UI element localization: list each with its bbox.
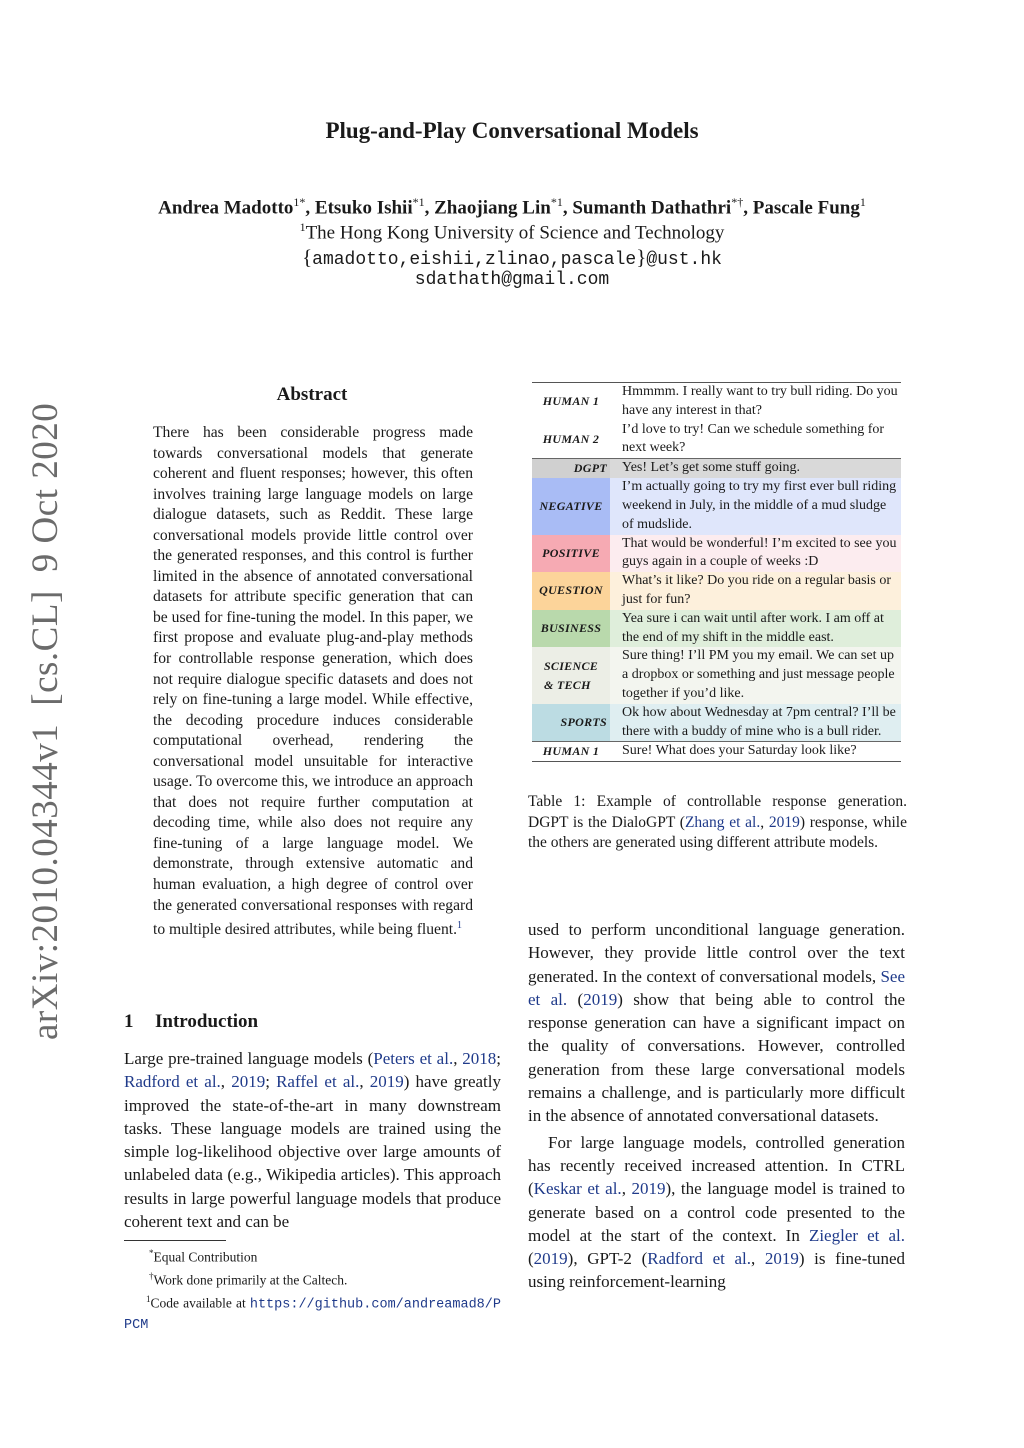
citation-link[interactable]: 2019 bbox=[231, 1072, 266, 1092]
example-table bbox=[532, 382, 901, 762]
text-run: For large language models, controlled generation has recently received increased attention. In CTRL ( bbox=[528, 1132, 905, 1199]
footnote bbox=[124, 1290, 501, 1336]
right-column-body bbox=[528, 918, 905, 1294]
table-row bbox=[532, 478, 901, 534]
author-mark: 1 bbox=[859, 195, 866, 209]
row-label: HUMAN 2 bbox=[542, 431, 600, 446]
email-group: amadotto,eishii,zlinao,pascale bbox=[312, 250, 637, 270]
arxiv-date: 9 Oct 2020 bbox=[25, 402, 66, 573]
citation-link[interactable]: Peters et al. bbox=[373, 1049, 454, 1068]
text-run: , bbox=[760, 813, 769, 831]
footnote bbox=[124, 1244, 501, 1267]
footnotes bbox=[124, 1244, 501, 1336]
citation-link[interactable]: 2019 bbox=[764, 1249, 799, 1269]
text-run: , bbox=[220, 1072, 232, 1092]
affiliation bbox=[0, 220, 1024, 244]
email-brace-open: { bbox=[302, 245, 313, 269]
citation-link[interactable]: 2019 bbox=[768, 813, 800, 831]
row-response-text: Sure thing! I’ll PM you my email. We can set up a dropbox or something and just message people together if you’d like. bbox=[622, 648, 895, 701]
footnote-text: Equal Contribution bbox=[153, 1249, 258, 1265]
author-mark: *† bbox=[731, 195, 744, 209]
footnote-text: Code available at bbox=[150, 1295, 246, 1311]
row-response-text: What’s it like? Do you ride on a regular basis or just for fun? bbox=[622, 573, 892, 607]
affiliation-name: The Hong Kong University of Science and Technology bbox=[305, 222, 725, 244]
arxiv-id: arXiv:2010.04344v1 bbox=[25, 723, 66, 1040]
author-list: Andrea Madotto$^{1*}$, Etsuko Ishii$^{*1}$, Zhaojiang Lin$^{*1}$, Sumanth Dathathri*†, Pascale Fung$^1$ bbox=[158, 195, 866, 219]
citation-link[interactable]: 2019 bbox=[369, 1072, 404, 1092]
table-bottom-rule bbox=[532, 761, 901, 762]
footnote-rule bbox=[124, 1240, 226, 1241]
row-response-text: That would be wonderful! I’m excited to see you guys again in a couple of weeks :D bbox=[622, 535, 897, 570]
text-run: ) response, while the others are generated using different attribute models. bbox=[528, 813, 907, 851]
text-run: ( bbox=[528, 1249, 534, 1269]
citation-link[interactable]: 2019 bbox=[583, 989, 618, 1009]
footnote-mark: 1 bbox=[146, 1294, 151, 1304]
text-run: , bbox=[359, 1072, 370, 1092]
table-row bbox=[532, 572, 901, 610]
email-line-1 bbox=[0, 245, 1024, 270]
citation-link[interactable]: Keskar et al. bbox=[533, 1179, 622, 1199]
abstract-body bbox=[153, 423, 473, 941]
citation-link[interactable]: Radford et al. bbox=[647, 1249, 751, 1269]
text-run: ), GPT-2 ( bbox=[567, 1249, 648, 1269]
table-row bbox=[532, 421, 901, 459]
footnote-text: Work done primarily at the Caltech. bbox=[153, 1272, 348, 1288]
row-response-text: Sure! What does your Saturday look like? bbox=[622, 743, 857, 759]
email-line-2: sdathath@gmail.com bbox=[414, 270, 610, 290]
table-row bbox=[532, 742, 901, 761]
author-mark: *1 bbox=[412, 195, 425, 209]
row-response-text: Hmmmm. I really want to try bull riding. Do you have any interest in that? bbox=[622, 384, 898, 418]
footnote bbox=[124, 1267, 501, 1290]
row-label: QUESTION bbox=[532, 572, 610, 610]
text-run: used to perform unconditional language generation. However, they provide little control over the text generated. In the context of conversational models, bbox=[528, 920, 905, 986]
citation-link[interactable]: See et al. bbox=[528, 966, 905, 1009]
text-run: ; bbox=[496, 1049, 501, 1068]
text-run: , bbox=[751, 1249, 765, 1269]
citation-link[interactable]: 2019 bbox=[533, 1249, 568, 1269]
code-url-link[interactable]: https://github.com/andreamad8/PPCM bbox=[124, 1297, 501, 1333]
text-run: ), the language model is trained to generate based on a control code presented to the model at the start of the context. In bbox=[528, 1179, 906, 1245]
row-response-text: I’m actually going to try my first ever bull riding weekend in July, in the middle of a mud sludge of mudslide. bbox=[622, 479, 897, 532]
section-heading-introduction bbox=[124, 1011, 258, 1033]
table-row bbox=[532, 535, 901, 573]
footnote-mark: † bbox=[149, 1271, 154, 1281]
text-run: Large pre-trained language models ( bbox=[124, 1049, 374, 1068]
author-name: Zhaojiang Lin bbox=[434, 197, 551, 219]
abstract-text: There has been considerable progress made towards conversational models that generate coherent and fluent responses; however, this often involves training large language models on large dialogue datasets, such as Reddit. These large conversational models provide little control over the generated responses, and this control is further limited in the absence of annotated conversational datasets for attribute specific generation that can be used for fine-tuning the model. In this paper, we first propose and evaluate plug-and-play methods for controllable response generation, which does not require dialogue specific datasets and does not rely on fine-tuning a large model. While effective, the decoding procedure induces considerable computational overhead, rendering the conversational model unsuitable for interactive usage. To overcome this, we introduce an approach that does not require further computation at decoding time, while also does not require any fine-tuning of a large language model. We demonstrate, through extensive automatic and human evaluation, a high degree of control over the generated conversational responses with regard to multiple desired attributes, while being fluent. bbox=[153, 424, 473, 939]
affiliation-mark: 1 bbox=[299, 220, 306, 234]
text-run: ) is fine-tuned using reinforcement-learning bbox=[528, 1249, 906, 1292]
intro-paragraph bbox=[124, 1047, 501, 1233]
author-name: Etsuko Ishii bbox=[314, 197, 413, 219]
row-label: NEGATIVE bbox=[532, 478, 610, 534]
email-domain: @ust.hk bbox=[646, 250, 722, 270]
arxiv-category: [cs.CL] bbox=[25, 590, 66, 706]
table-row bbox=[532, 383, 901, 421]
row-label: BUSINESS bbox=[532, 610, 610, 648]
row-label: SPORTS bbox=[532, 704, 610, 742]
text-run: ( bbox=[567, 989, 584, 1009]
row-label: SCIENCE & TECH bbox=[532, 647, 610, 703]
arxiv-stamp bbox=[24, 402, 74, 1040]
table-body bbox=[532, 383, 901, 761]
table-row bbox=[532, 459, 901, 478]
text-run: ) have greatly improved the state-of-the-art in many downstream tasks. These language models are trained using the simple log-likelihood objective over large amounts of unlabeled data (e.g., Wikipedia articles). This approach results in large powerful language models that produce coherent text and can be bbox=[124, 1072, 501, 1232]
author-name: Sumanth Dathathri bbox=[572, 197, 732, 219]
text-run: ; bbox=[265, 1072, 277, 1092]
table-row bbox=[532, 704, 901, 742]
row-response-text: I’d love to try! Can we schedule something for next week? bbox=[622, 421, 885, 456]
table-caption bbox=[528, 792, 907, 854]
row-response-text: Ok how about Wednesday at 7pm central? I’ll be there with a buddy of mine who is a bull rider. bbox=[622, 704, 896, 739]
footnote-ref[interactable]: 1 bbox=[457, 920, 463, 932]
footnote-mark: * bbox=[149, 1248, 154, 1258]
section-number: 1 bbox=[124, 1011, 134, 1032]
table-row bbox=[532, 610, 901, 648]
author-mark: *1 bbox=[550, 195, 563, 209]
text-run: Table 1: Example of controllable response generation. DGPT is the DialoGPT ( bbox=[528, 793, 907, 831]
author-name: Pascale Fung bbox=[752, 197, 860, 219]
citation-link[interactable]: Raffel et al. bbox=[276, 1072, 360, 1092]
citation-link[interactable]: 2018 bbox=[462, 1049, 497, 1068]
row-response-text: Yes! Let’s get some stuff going. bbox=[622, 460, 800, 476]
row-label: HUMAN 1 bbox=[542, 744, 600, 759]
author-mark: 1* bbox=[293, 195, 306, 209]
citation-link[interactable]: Zhang et al. bbox=[684, 813, 761, 831]
table-row bbox=[532, 647, 901, 703]
citation-link[interactable]: Radford et al. bbox=[124, 1072, 221, 1092]
email-brace-close: } bbox=[636, 245, 647, 269]
text-run: ) show that being able to control the response generation can have a significant impact on the quality of conversations. However, controlled generation from these large conversational models remains a challenge, and is particularly more difficult in the absence of annotated conversational datasets. bbox=[528, 989, 905, 1126]
abstract-heading: Abstract bbox=[276, 384, 348, 405]
section-title: Introduction bbox=[155, 1011, 259, 1032]
citation-link[interactable]: 2019 bbox=[631, 1179, 666, 1199]
paragraph bbox=[528, 1131, 905, 1294]
row-label: POSITIVE bbox=[532, 535, 610, 573]
paragraph bbox=[528, 918, 905, 1128]
author-name: Andrea Madotto bbox=[158, 197, 294, 219]
row-label: HUMAN 1 bbox=[542, 394, 600, 409]
citation-link[interactable]: Ziegler et al. bbox=[808, 1225, 905, 1245]
text-run: , bbox=[453, 1049, 463, 1068]
paper-title: Plug-and-Play Conversational Models bbox=[325, 118, 699, 143]
text-run: , bbox=[621, 1179, 632, 1199]
row-label: DGPT bbox=[532, 459, 610, 478]
row-response-text: Yea sure i can wait until after work. I am off at the end of my shift in the middle east. bbox=[622, 610, 884, 645]
